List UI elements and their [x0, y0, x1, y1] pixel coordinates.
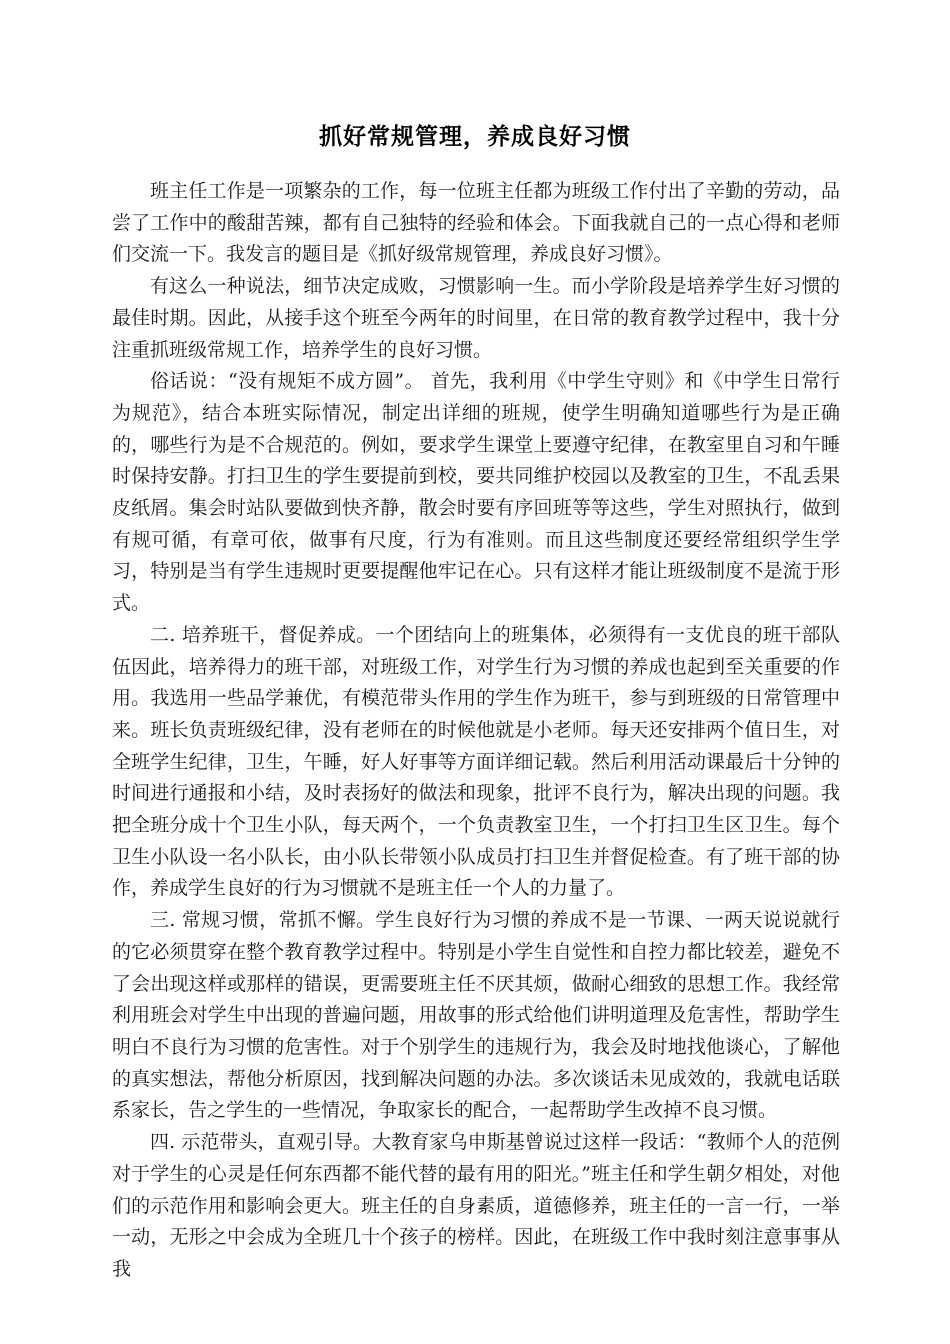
paragraph: 四. 示范带头，直观引导。大教育家乌申斯基曾说过这样一段话：“教师个人的范例对于学生的心灵是任何东西都不能代替的最有用的阳光。”班主任和学生朝夕相处，对他们的示范作用和影响会更大。班主任的自身素质，道德修养，班主任的一言一行，一举一动，无形之中会成为全班几十个孩子的榜样。因此，在班级工作中我时刻注意事事从我 [112, 1131, 840, 1280]
document-title: 抓好常规管理，养成良好习惯 [319, 124, 631, 150]
paragraph: 二. 培养班干，督促养成。一个团结向上的班集体，必须得有一支优良的班干部队伍因此，培养得力的班干部，对班级工作，对学生行为习惯的养成也起到至关重要的作用。我选用一些品学兼优，有模范带头作用的学生作为班干，参与到班级的日常管理中来。班长负责班级纪律，没有老师在的时候他就是小老师。每天还安排两个值日生，对全班学生纪律，卫生，午睡，好人好事等方面详细记载。然后利用活动课最后十分钟的时间进行通报和小结，及时表扬好的做法和现象，批评不良行为，解决出现的问题。我把全班分成十个卫生小队，每天两个，一个负责教室卫生，一个打扫卫生区卫生。每个卫生小队设一名小队长，由小队长带领小队成员打扫卫生并督促检查。有了班干部的协作，养成学生良好的行为习惯就不是班主任一个人的力量了。 [112, 623, 840, 900]
paragraph: 俗话说：“没有规矩不成方圆”。 首先，我利用《中学生守则》和《中学生日常行为规范》，结合本班实际情况，制定出详细的班规，使学生明确知道哪些行为是正确的，哪些行为是不合规范的。例如，要求学生课堂上要遵守纪律，在教室里自习和午睡时保持安静。打扫卫生的学生要提前到校，要共同维护校园以及教室的卫生，不乱丢果皮纸屑。集会时站队要做到快齐静，散会时要有序回班等等这些，学生对照执行，做到有规可循，有章可依，做事有尺度，行为有准则。而且这些制度还要经常组织学生学习，特别是当有学生违规时更要提醒他牢记在心。只有这样才能让班级制度不是流于形式。 [112, 370, 840, 615]
paragraph: 班主任工作是一项繁杂的工作，每一位班主任都为班级工作付出了辛勤的劳动，品尝了工作中的酸甜苦辣，都有自己独特的经验和体会。下面我就自己的一点心得和老师们交流一下。我发言的题目是《抓好级常规管理，养成良好习惯》。 [112, 180, 840, 266]
paragraph: 三. 常规习惯，常抓不懈。学生良好行为习惯的养成不是一节课、一两天说说就行的它必须贯穿在整个教育教学过程中。特别是小学生自觉性和自控力都比较差，避免不了会出现这样或那样的错误，更需要班主任不厌其烦，做耐心细致的思想工作。我经常利用班会对学生中出现的普遍问题，用故事的形式给他们讲明道理及危害性，帮助学生明白不良行为习惯的危害性。对于个别学生的违规行为，我会及时地找他谈心，了解他的真实想法，帮他分析原因，找到解决问题的办法。多次谈话未见成效的，我就电话联系家长，告之学生的一些情况，争取家长的配合，一起帮助学生改掉不良习惯。 [112, 909, 840, 1122]
paragraph: 有这么一种说法，细节决定成败，习惯影响一生。而小学阶段是培养学生好习惯的最佳时期。因此，从接手这个班至今两年的时间里，在日常的教育教学过程中，我十分注重抓班级常规工作，培养学生的良好习惯。 [112, 275, 840, 361]
document-body [112, 176, 840, 1286]
